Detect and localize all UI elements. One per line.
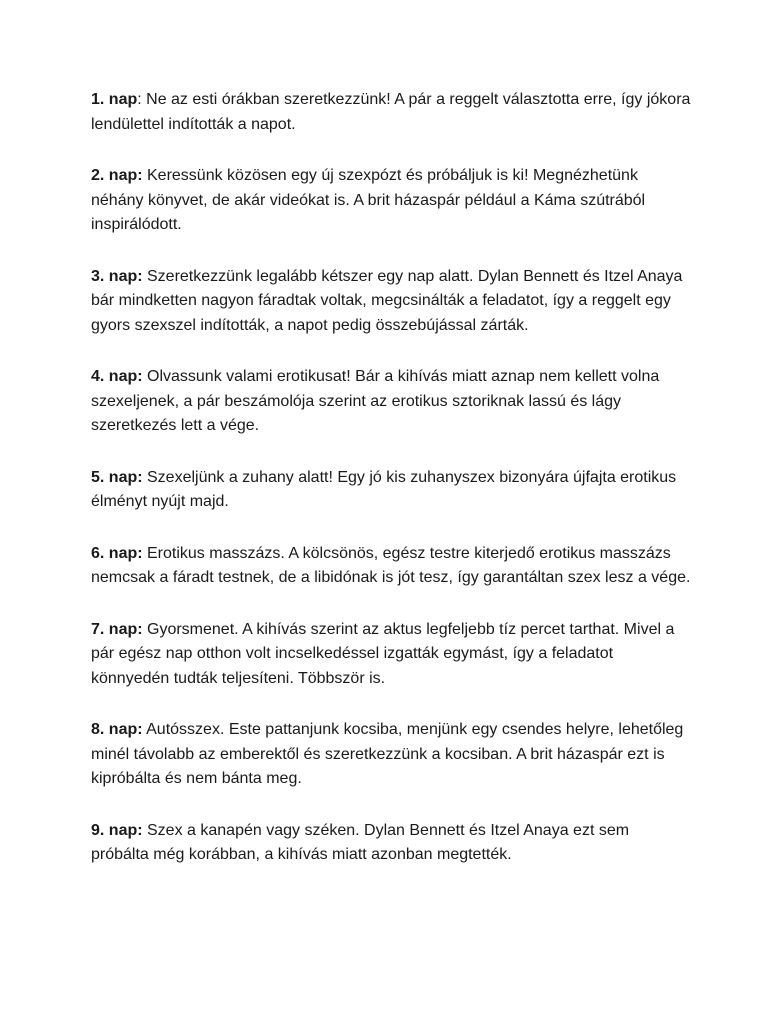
day-entry-2	[91, 164, 691, 238]
day-text: Keressünk közösen egy új szexpózt és próbáljuk is ki! Megnézhetünk néhány könyvet, de akár videókat is. A brit házaspár például a Káma szútrából inspirálódott.	[91, 167, 646, 233]
day-list	[91, 88, 691, 895]
day-label: 4. nap:	[91, 368, 143, 385]
day-label: 7. nap:	[91, 620, 143, 638]
day-label: 3. nap:	[91, 267, 143, 285]
day-entry-4	[91, 365, 691, 439]
day-label: 2. nap:	[91, 167, 143, 184]
day-colon: :	[137, 91, 142, 108]
day-label: 8. nap:	[91, 721, 143, 738]
day-entry-8	[91, 718, 691, 792]
day-text: Erotikus masszázs. A kölcsönös, egész testre kiterjedő erotikus masszázs nemcsak a fáradt testnek, de a libidónak is jót tesz, így garantáltan szex lesz a vége.	[91, 544, 691, 586]
day-text: Szexeljünk a zuhany alatt! Egy jó kis zuhanyszex bizonyára újfajta erotikus élményt nyújt majd.	[91, 468, 677, 510]
day-entry-5	[91, 466, 691, 515]
day-entry-6	[91, 542, 691, 591]
day-text: Szeretkezzünk legalább kétszer egy nap alatt. Dylan Bennett és Itzel Anaya bár mindketten nagyon fáradtak voltak, megcsinálták a feladatot, így a reggelt egy gyors szexszel indították, a napot pedig összebújással zárták.	[91, 267, 683, 334]
day-text: Olvassunk valami erotikusat! Bár a kihívás miatt aznap nem kellett volna szexeljenek, a pár beszámolója szerint az erotikus sztoriknak lassú és lágy szeretkezés lett a vége.	[91, 368, 660, 434]
day-text: Szex a kanapén vagy széken. Dylan Bennett és Itzel Anaya ezt sem próbálta még korábban, a kihívás miatt azonban megtették.	[91, 821, 630, 863]
day-label: 1. nap	[91, 91, 138, 108]
day-entry-7	[91, 618, 691, 692]
day-entry-3	[91, 265, 691, 339]
day-entry-1	[91, 88, 691, 137]
day-label: 9. nap:	[91, 821, 143, 839]
day-label: 5. nap:	[91, 468, 143, 486]
day-text: Autósszex. Este pattanjunk kocsiba, menjünk egy csendes helyre, lehetőleg minél távolabb az emberektől és szeretkezzünk a kocsiban. A brit házaspár ezt is kipróbálta és nem bánta meg.	[91, 721, 684, 787]
day-label: 6. nap:	[91, 544, 143, 562]
day-entry-9	[91, 819, 691, 868]
day-text: Gyorsmenet. A kihívás szerint az aktus legfeljebb tíz percet tarthat. Mivel a pár egész nap otthon volt incselkedéssel izgatták egymást, így a feladatot könnyedén tudták teljesíteni. Többször is.	[91, 620, 675, 687]
day-text: Ne az esti órákban szeretkezzünk! A pár a reggelt választotta erre, így jókora lendülettel indították a napot.	[91, 91, 691, 133]
